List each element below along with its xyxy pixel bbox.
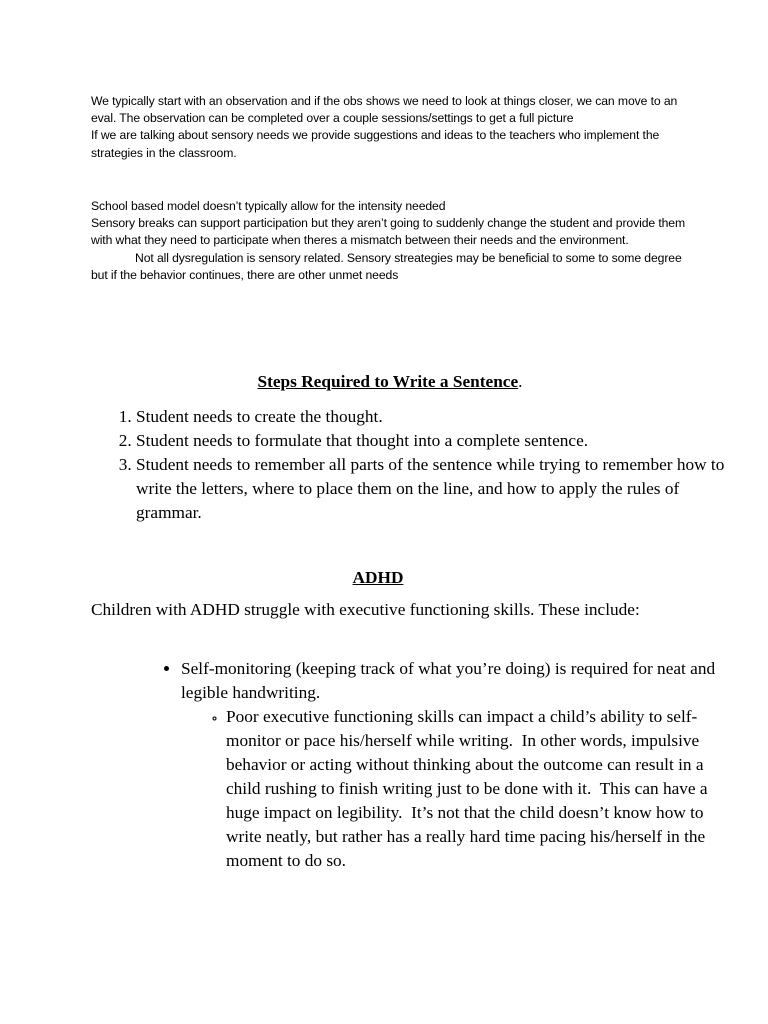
list-item: ◦ Poor executive functioning skills can impact a child’s ability to self-monitor or pace his/herself while writing. In other words, impulsive behavior or acting without thinking about the outcome can result in a child rushing to finish writing just to be done with it. This can have a huge impact on legibility. It’s not that the child doesn’t know how to write neatly, but rather has a really hard time pacing his/herself in the moment to do so. [226,705,726,873]
list-item [181,657,726,873]
adhd-intro-paragraph: Children with ADHD struggle with executive functioning skills. These include: [91,600,640,619]
notes-paragraph-observation [91,93,691,162]
section-heading-adhd [0,566,762,590]
adhd-sub-bullet-list [181,705,726,873]
bullet-text: Self-monitoring (keeping track of what you’re doing) is required for neat and legible handwriting. [181,659,716,702]
notes-line: School based model doesn’t typically allow for the intensity needed [91,199,446,213]
notes-line: If we are talking about sensory needs we provide suggestions and ideas to the teachers who implement the strategies in the classroom. [91,128,660,160]
section-heading-steps [6,370,768,394]
notes-line: Sensory breaks can support participation but they aren’t going to suddenly change the student and provide them with what they need to participate when theres a mismatch between their needs and the environment. [91,216,686,248]
heading-period: . [518,372,523,391]
adhd-bullet-list [136,657,726,873]
notes-line: We typically start with an observation and if the obs shows we need to look at things closer, we can move to an eval. The observation can be completed over a couple sessions/settings to get a full picture [91,94,678,126]
heading-text: ADHD [352,568,404,587]
notes-line: Not all dysregulation is sensory related. Sensory streategies may be beneficial to some to some degree but if the behavior continues, there are other unmet needs [91,250,682,282]
heading-text: Steps Required to Write a Sentence [257,372,519,391]
notes-paragraph-sensory [91,198,691,284]
list-item: 3. Student needs to remember all parts of the sentence while trying to remember how to write the letters, where to place them on the line, and how to apply the rules of grammar. [136,453,736,525]
steps-list [91,405,736,525]
list-item: 1. Student needs to create the thought. [136,405,736,429]
list-item: 2. Student needs to formulate that thought into a complete sentence. [136,429,736,453]
